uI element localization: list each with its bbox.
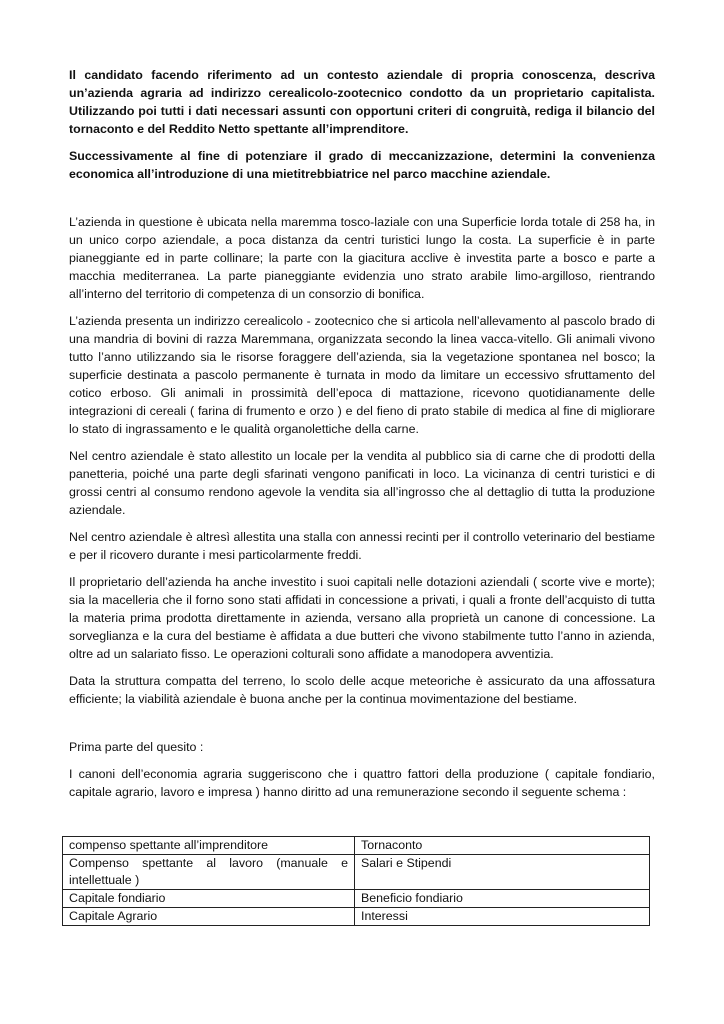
table-cell-remuneration: Salari e Stipendi — [355, 855, 650, 890]
question-paragraph-1: Il candidato facendo riferimento ad un contesto aziendale di propria conoscenza, descriva un’azienda agraria ad indirizzo cerealicolo-zootecnico condotto da un proprietario capitalista. Utilizzando poi tutti i dati necessari assunti con opportuni criteri di congruità, rediga il bilancio del tornaconto e del Reddito Netto spettante all’imprenditore. — [69, 68, 655, 136]
table-row — [63, 908, 650, 926]
section-intro: I canoni dell’economia agraria suggeriscono che i quattro fattori della produzione ( capitale fondiario, capitale agrario, lavoro e impresa ) hanno diritto ad una remunerazione secondo il seguente schema : — [69, 767, 655, 799]
document-page — [69, 66, 655, 810]
table-cell-remuneration: Tornaconto — [355, 837, 650, 855]
body-paragraph-3: Nel centro aziendale è stato allestito un locale per la vendita al pubblico sia di carne che di prodotti della panetteria, poiché una parte degli sfarinati vengono panificati in loco. La vicinanza di centri turistici e di grossi centri al consumo rendono agevole la vendita sia all’ingrosso che al dettaglio di tutta la produzione aziendale. — [69, 449, 655, 517]
remuneration-table — [62, 836, 650, 926]
body-paragraph-5: Il proprietario dell’azienda ha anche investito i suoi capitali nelle dotazioni aziendali ( scorte vive e morte); sia la macelleria che il forno sono stati affidati in concessione a privati, i quali a fronte dell’acquisto di tutta la materia prima prodotta direttamente in azienda, versano alla proprietà un canone di concessione. La sorveglianza e la cura del bestiame è affidata a due butteri che vivono stabilmente tutto l’anno in azienda, oltre ad un salariato fisso. Le operazioni colturali sono affidate a manodopera avventizia. — [69, 575, 655, 661]
question-paragraph-2: Successivamente al fine di potenziare il grado di meccanizzazione, determini la convenienza economica all’introduzione di una mietitrebbiatrice nel parco macchine aziendale. — [69, 149, 655, 181]
table-cell-remuneration: Interessi — [355, 908, 650, 926]
table-row — [63, 837, 650, 855]
table-cell-remuneration: Beneficio fondiario — [355, 890, 650, 908]
table-cell-factor: Compenso spettante al lavoro (manuale e intellettuale ) — [63, 855, 355, 890]
table-cell-factor: Capitale fondiario — [63, 890, 355, 908]
table-cell-factor: Capitale Agrario — [63, 908, 355, 926]
body-paragraph-4: Nel centro aziendale è altresì allestita una stalla con annessi recinti per il controllo veterinario del bestiame e per il ricovero durante i mesi particolarmente freddi. — [69, 530, 655, 562]
section-heading: Prima parte del quesito : — [69, 740, 204, 754]
body-paragraph-1: L’azienda in questione è ubicata nella maremma tosco-laziale con una Superficie lorda totale di 258 ha, in un unico corpo aziendale, a poca distanza da centri turistici lungo la costa. La superficie è in parte pianeggiante ed in parte collinare; la parte con la giacitura acclive è investita parte a bosco e parte a macchia mediterranea. La parte pianeggiante evidenzia uno strato arabile limo-argilloso, rientrando all’interno del territorio di competenza di un consorzio di bonifica. — [69, 215, 655, 301]
body-paragraph-2: L’azienda presenta un indirizzo cerealicolo - zootecnico che si articola nell’allevamento al pascolo brado di una mandria di bovini di razza Maremmana, organizzata secondo la linea vacca-vitello. Gli animali vivono tutto l’anno utilizzando sia le risorse foraggere dell’azienda, sia la vegetazione spontanea nel bosco; la superficie destinata a pascolo permanente è turnata in modo da limitare un eccessivo sfruttamento del cotico erboso. Gli animali in prossimità dell’epoca di mattazione, ricevono quotidianamente delle integrazioni di cereali ( farina di frumento e orzo ) e del fieno di prato stabile di medica al fine di migliorare lo stato di ingrassamento e le qualità organolettiche della carne. — [69, 314, 655, 436]
table-cell-factor: compenso spettante all’imprenditore — [63, 837, 355, 855]
table-row — [63, 890, 650, 908]
table-row — [63, 855, 650, 890]
body-paragraph-6: Data la struttura compatta del terreno, lo scolo delle acque meteoriche è assicurato da una affossatura efficiente; la viabilità aziendale è buona anche per la continua movimentazione del bestiame. — [69, 674, 655, 706]
